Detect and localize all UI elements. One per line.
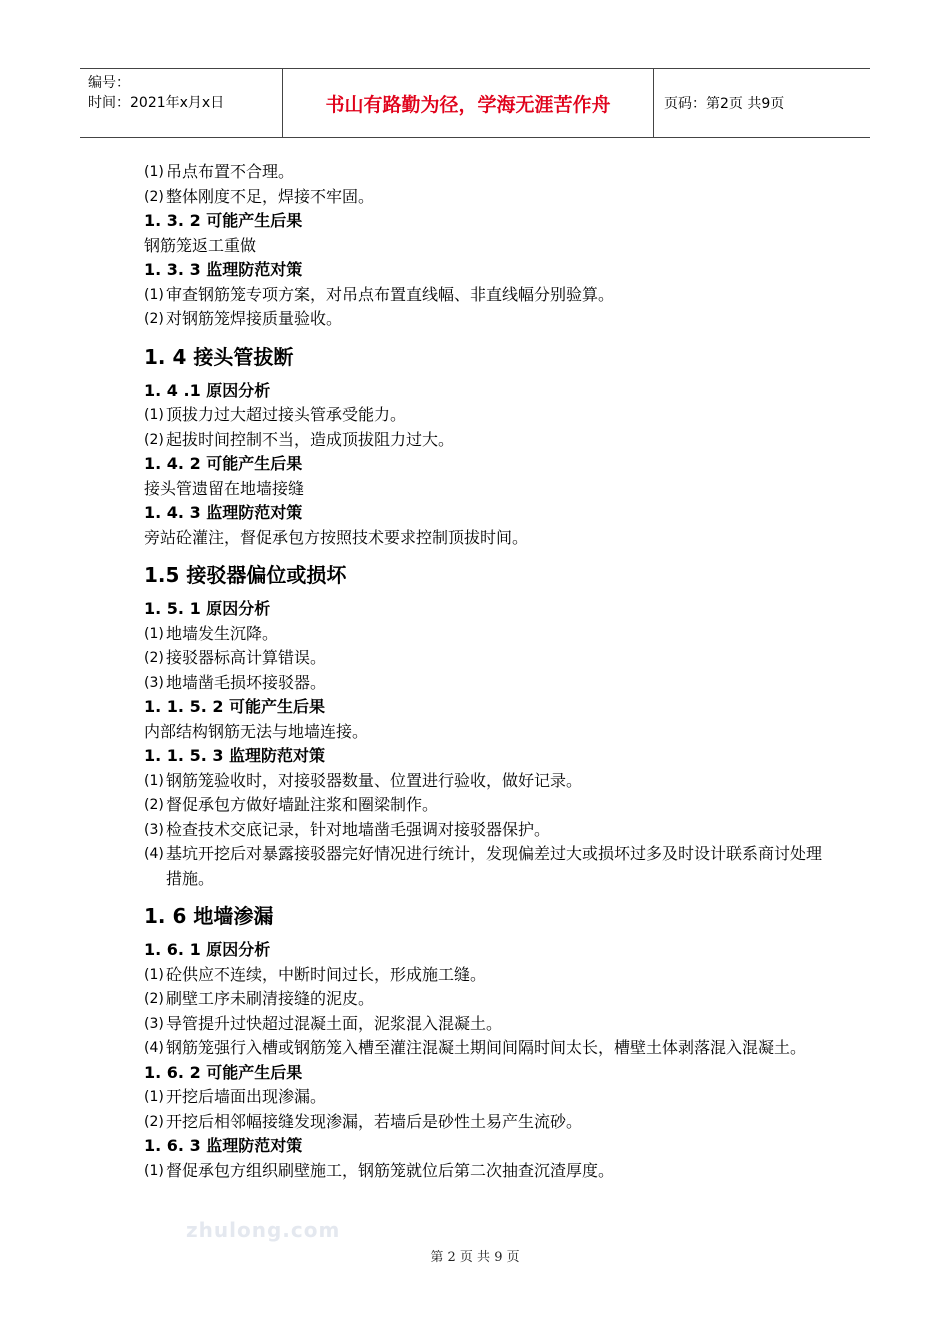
- doc-number: 编号：: [88, 75, 130, 91]
- list-item: [144, 818, 824, 843]
- header-page-number: 页码：第2页 共9页: [664, 96, 785, 112]
- list-item-text: 开挖后相邻幅接缝发现渗漏，若墙后是砂性土易产生流砂。: [166, 1111, 583, 1131]
- list-item: [144, 185, 824, 210]
- list-item: [144, 1085, 824, 1110]
- list-item-number: (1): [144, 966, 164, 983]
- list-item-number: (1): [144, 407, 164, 423]
- subsection-heading: 1. 3. 3 监理防范对策: [144, 260, 303, 279]
- list-item-number: (3): [144, 821, 164, 838]
- list-item-text: 顶拔力过大超过接头管承受能力。: [166, 405, 407, 424]
- list-item-text: 督促承包方做好墙趾注浆和圈梁制作。: [166, 795, 439, 814]
- list-item-text: 检查技术交底记录，针对地墙凿毛强调对接驳器保护。: [166, 819, 551, 839]
- header-meta: [80, 69, 283, 137]
- list-item: [144, 283, 824, 308]
- list-item: [144, 1110, 824, 1135]
- list-item-text: 整体刚度不足，焊接不牢固。: [166, 186, 375, 206]
- list-item-number: (2): [144, 431, 164, 448]
- list-item-number: (3): [144, 1015, 164, 1032]
- watermark: zhulong.com: [186, 1218, 341, 1242]
- subsection-heading: 1. 4. 3 监理防范对策: [144, 503, 303, 522]
- list-item: [144, 987, 824, 1012]
- list-item: [144, 793, 824, 818]
- list-item-number: (2): [144, 797, 164, 813]
- list-item-text: 钢筋笼验收时，对接驳器数量、位置进行验收，做好记录。: [166, 770, 583, 790]
- list-item-text: 起拔时间控制不当，造成顶拔阻力过大。: [166, 429, 455, 449]
- subsection-heading: 1. 1. 5. 2 可能产生后果: [144, 697, 326, 716]
- list-item: [144, 842, 824, 891]
- list-item-text: 地墙凿毛损坏接驳器。: [166, 672, 327, 692]
- list-item: [144, 160, 824, 185]
- list-item: [144, 622, 824, 647]
- paragraph: 内部结构钢筋无法与地墙连接。: [144, 721, 369, 741]
- list-item-text: 基坑开挖后对暴露接驳器完好情况进行统计，发现偏差过大或损坏过多及时设计联系商讨处理措施。: [166, 844, 823, 888]
- list-item-text: 审查钢筋笼专项方案，对吊点布置直线幅、非直线幅分别验算。: [166, 284, 615, 304]
- list-item-text: 导管提升过快超过混凝土面，泥浆混入混凝土。: [166, 1013, 503, 1033]
- list-item-number: (2): [144, 991, 164, 1007]
- section-heading: 1. 6 地墙渗漏: [144, 904, 274, 928]
- list-item-text: 刷壁工序未刷清接缝的泥皮。: [166, 989, 375, 1008]
- list-item-number: (1): [144, 1162, 164, 1179]
- header-motto: 书山有路勤为径，学海无涯苦作舟: [283, 69, 654, 137]
- list-item-number: (4): [144, 846, 164, 862]
- subsection-heading: 1. 3. 2 可能产生后果: [144, 211, 303, 230]
- page-footer: 第 2 页 共 9 页: [430, 1250, 520, 1265]
- list-item-number: (2): [144, 1113, 164, 1130]
- list-item-text: 接驳器标高计算错误。: [166, 648, 327, 667]
- list-item: [144, 963, 824, 988]
- list-item-text: 开挖后墙面出现渗漏。: [166, 1087, 327, 1106]
- document-body: [144, 160, 824, 1183]
- list-item: [144, 307, 824, 332]
- subsection-heading: 1. 6. 1 原因分析: [144, 940, 271, 959]
- subsection-heading: 1. 6. 2 可能产生后果: [144, 1062, 303, 1082]
- list-item-text: 吊点布置不合理。: [166, 162, 295, 181]
- list-item-text: 督促承包方组织刷壁施工，钢筋笼就位后第二次抽查沉渣厚度。: [166, 1160, 615, 1180]
- list-item: [144, 1012, 824, 1037]
- list-item-number: (1): [144, 772, 164, 789]
- doc-time: 时间：2021年x月x日: [88, 95, 225, 111]
- subsection-heading: 1. 6. 3 监理防范对策: [144, 1136, 303, 1155]
- list-item-text: 砼供应不连续，中断时间过长，形成施工缝。: [166, 964, 487, 984]
- paragraph: 旁站砼灌注，督促承包方按照技术要求控制顶拔时间。: [144, 527, 529, 547]
- list-item-number: (2): [144, 188, 164, 205]
- list-item-number: (1): [144, 286, 164, 303]
- list-item: [144, 646, 824, 671]
- list-item-number: (1): [144, 164, 164, 180]
- page-header: [80, 68, 870, 138]
- list-item-number: (2): [144, 311, 164, 327]
- list-item: [144, 403, 824, 428]
- subsection-heading: 1. 4. 2 可能产生后果: [144, 454, 303, 473]
- list-item: [144, 769, 824, 794]
- paragraph: 钢筋笼返工重做: [144, 235, 257, 255]
- list-item-number: (2): [144, 650, 164, 666]
- list-item: [144, 671, 824, 696]
- subsection-heading: 1. 1. 5. 3 监理防范对策: [144, 746, 326, 765]
- list-item: [144, 1159, 824, 1184]
- section-heading: 1.5 接驳器偏位或损坏: [144, 563, 347, 587]
- list-item-number: (4): [144, 1040, 164, 1056]
- paragraph: 接头管遗留在地墙接缝: [144, 478, 305, 498]
- section-heading: 1. 4 接头管拔断: [144, 344, 294, 369]
- subsection-heading: 1. 5. 1 原因分析: [144, 599, 271, 618]
- list-item-number: (1): [144, 1089, 164, 1105]
- list-item: [144, 1036, 824, 1061]
- list-item-text: 对钢筋笼焊接质量验收。: [166, 309, 343, 328]
- list-item-number: (1): [144, 625, 164, 642]
- list-item: [144, 428, 824, 453]
- subsection-heading: 1. 4 .1 原因分析: [144, 380, 271, 400]
- list-item-text: 钢筋笼强行入槽或钢筋笼入槽至灌注混凝土期间间隔时间太长，槽壁土体剥落混入混凝土。: [166, 1038, 807, 1057]
- list-item-number: (3): [144, 674, 164, 691]
- list-item-text: 地墙发生沉降。: [166, 623, 279, 643]
